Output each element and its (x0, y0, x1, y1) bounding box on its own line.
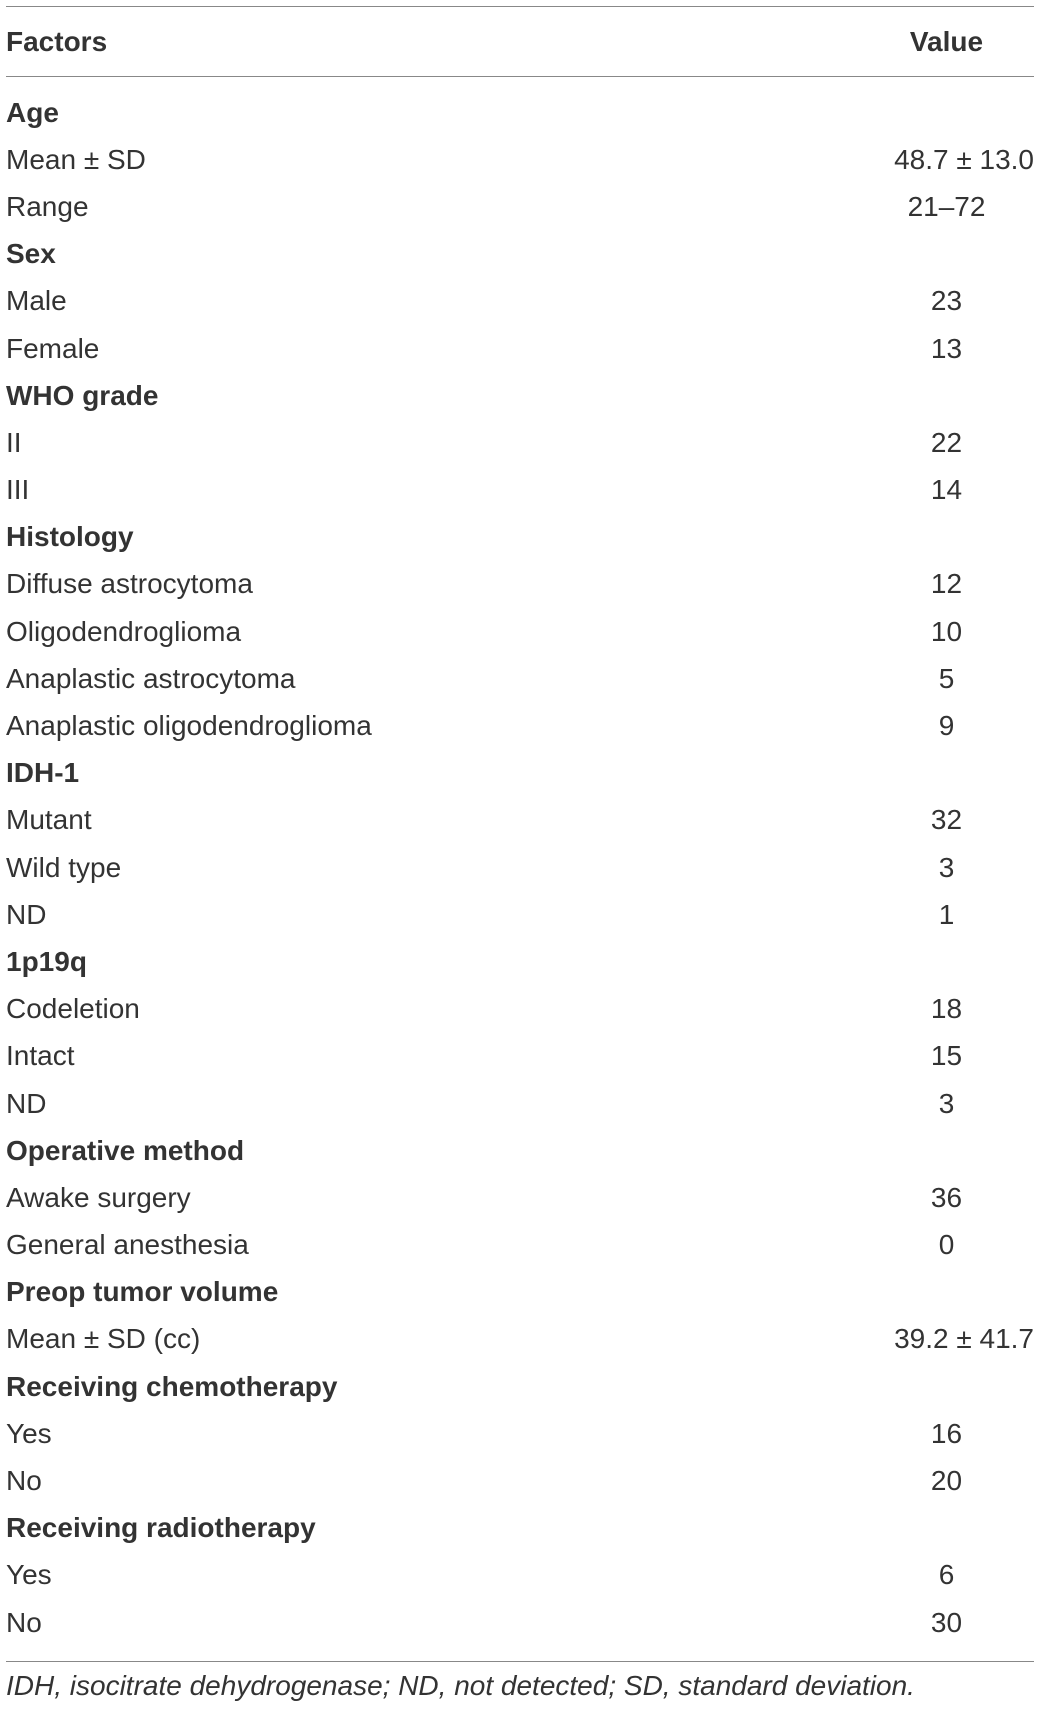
table-row (6, 1080, 1034, 1127)
table-bottom-rule (6, 1661, 1034, 1662)
group-label: Operative method (6, 1134, 245, 1166)
factor-label: Range (6, 190, 89, 222)
factor-label: Codeletion (6, 993, 140, 1025)
factor-label: ND (6, 898, 47, 930)
factor-value: 22 (930, 426, 963, 458)
table-row (6, 1457, 1034, 1504)
table-group-row (6, 372, 1034, 419)
factor-value: 23 (930, 285, 963, 317)
factor-label: ND (6, 1087, 47, 1119)
factor-label: Mean ± SD (6, 143, 146, 175)
factor-label: Oligodendroglioma (6, 615, 242, 647)
factor-label: Yes (6, 1417, 52, 1449)
factor-value: 18 (930, 993, 963, 1025)
factor-value: 32 (930, 804, 963, 836)
table-header (6, 8, 1034, 76)
table-row (6, 1033, 1034, 1080)
factor-label: Anaplastic oligodendroglioma (6, 710, 372, 742)
table-group-row (6, 750, 1034, 797)
factor-label: Wild type (6, 851, 122, 883)
factor-label: II (6, 426, 22, 458)
table-row (6, 1410, 1034, 1457)
table-header-rule (6, 76, 1034, 77)
factor-label: Awake surgery (6, 1181, 191, 1213)
factor-label: Male (6, 285, 67, 317)
group-label: Histology (6, 521, 134, 553)
table-row (6, 183, 1034, 230)
header-value: Value (909, 26, 984, 57)
factor-label: No (6, 1465, 42, 1497)
factor-label: Yes (6, 1559, 52, 1591)
factor-value: 6 (938, 1559, 955, 1591)
table-row (6, 891, 1034, 938)
factor-value: 48.7 ± 13.0 (894, 143, 1034, 175)
factor-value: 3 (938, 851, 955, 883)
table-row (6, 1599, 1034, 1646)
factor-value: 39.2 ± 41.7 (894, 1323, 1034, 1355)
factor-label: Mutant (6, 804, 92, 836)
table-row (6, 986, 1034, 1033)
table-group-row (6, 1269, 1034, 1316)
factor-label: General anesthesia (6, 1229, 249, 1261)
group-label: Receiving radiotherapy (6, 1512, 316, 1544)
table-group-row (6, 514, 1034, 561)
factor-value: 3 (938, 1087, 955, 1119)
table-row (6, 702, 1034, 749)
group-label: IDH-1 (6, 757, 80, 789)
table-row (6, 561, 1034, 608)
table-group-row (6, 1363, 1034, 1410)
table-top-rule (6, 6, 1034, 7)
factor-label: Mean ± SD (cc) (6, 1323, 201, 1355)
table-row (6, 1222, 1034, 1269)
table-row (6, 467, 1034, 514)
factor-value: 5 (938, 662, 955, 694)
factor-label: Intact (6, 1040, 75, 1072)
table-group-row (6, 1505, 1034, 1552)
table-row (6, 419, 1034, 466)
factor-value: 12 (930, 568, 963, 600)
factor-value: 10 (930, 615, 963, 647)
group-label: Sex (6, 238, 56, 270)
factor-label: Diffuse astrocytoma (6, 568, 253, 600)
table-row (6, 1552, 1034, 1599)
table-group-row (6, 938, 1034, 985)
table-row (6, 655, 1034, 702)
factor-value: 9 (938, 710, 955, 742)
factor-label: Anaplastic astrocytoma (6, 662, 296, 694)
group-label: Age (6, 96, 59, 128)
table-group-row (6, 1127, 1034, 1174)
table-row (6, 1316, 1034, 1363)
table-row (6, 797, 1034, 844)
table-row (6, 325, 1034, 372)
factor-label: No (6, 1606, 42, 1638)
factor-value: 20 (930, 1465, 963, 1497)
group-label: WHO grade (6, 379, 159, 411)
group-label: Receiving chemotherapy (6, 1370, 338, 1402)
table-row (6, 608, 1034, 655)
table-row (6, 1174, 1034, 1221)
factor-value: 14 (930, 474, 963, 506)
factor-value: 16 (930, 1417, 963, 1449)
factor-value: 13 (930, 332, 963, 364)
factor-label: III (6, 474, 30, 506)
table-footnote: IDH, isocitrate dehydrogenase; ND, not detected; SD, standard deviation. (6, 1670, 915, 1701)
table-group-row (6, 89, 1034, 136)
table-row (6, 844, 1034, 891)
group-label: Preop tumor volume (6, 1276, 279, 1308)
factor-value: 0 (938, 1229, 955, 1261)
factor-value: 1 (938, 898, 955, 930)
table-row (6, 136, 1034, 183)
factor-label: Female (6, 332, 100, 364)
table-body (6, 89, 1034, 1646)
factor-value: 21–72 (907, 190, 986, 222)
table-group-row (6, 231, 1034, 278)
factor-value: 15 (930, 1040, 963, 1072)
header-factors: Factors (6, 26, 108, 57)
group-label: 1p19q (6, 945, 87, 977)
factor-value: 30 (930, 1606, 963, 1638)
factor-value: 36 (930, 1181, 963, 1213)
table-row (6, 278, 1034, 325)
